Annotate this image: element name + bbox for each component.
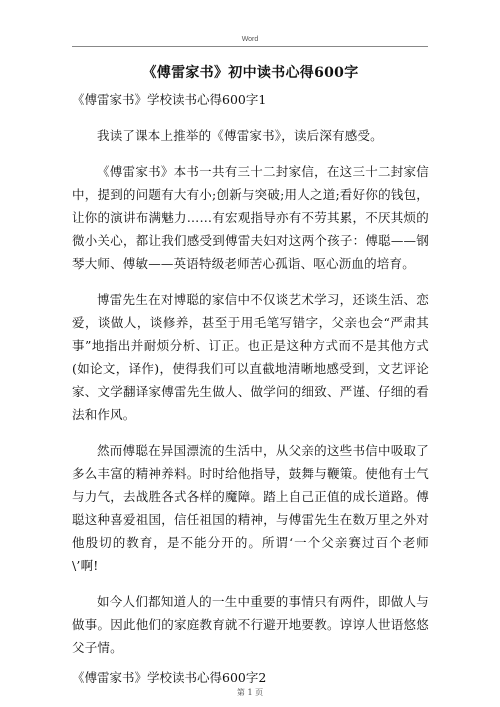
paragraph: 博雷先生在对博聪的家信中不仅谈艺术学习，还谈生活、恋爱，谈做人，谈修养，甚至于用毛笔写错字，父亲也会“严肃其事”地指出并耐烦分析、订正。也正是这种方式而不是其他方式(如论文，译作)，使得我们可以直截地清晰地感受到，文艺评论家、文学翻译家傅雷先生做人、做学问的细致、严谨、仔细的看法和作风。 (72, 292, 429, 422)
document-title: 《傅雷家书》初中读书心得600字 (142, 65, 359, 81)
paragraph: 《傅雷家书》本书一共有三十二封家信，在这三十二封家信中，提到的问题有大有小;创新与突破;用人之道;看好你的钱包，让你的演讲布满魅力……有宏观指导亦有不劳其累，不厌其烦的微小关心，都让我们感受到傅雷夫妇对这两个孩子：傅聪——钢琴大师、傅敏——英语特级老师苦心孤诣、呕心沥血的培育。 (72, 164, 429, 271)
paragraph: 如今人们都知道人的一生中重要的事情只有两件，即做人与做事。因此他们的家庭教育就不行避开地要教。谆谆人世语悠悠父子情。 (72, 594, 429, 655)
section-heading-2: 《傅雷家书》学校读书心得600字2 (72, 670, 267, 685)
header-divider (72, 46, 428, 47)
paragraph: 我读了课本上推举的《傅雷家书》，读后深有感受。 (97, 128, 383, 143)
page-header (0, 0, 500, 43)
page-number: 第 1 页 (236, 688, 264, 697)
header-label: Word (241, 36, 259, 43)
document-body (72, 62, 429, 702)
section-heading-1: 《傅雷家书》学校读书心得600字1 (72, 92, 267, 107)
paragraph: 然而傅聪在异国漂流的生活中，从父亲的这些书信中吸取了多么丰富的精神养料。时时给他指导，鼓舞与鞭策。使他有士气与力气，去战胜各式各样的魔障。踏上自己正值的成长道路。傅聪这种喜爱祖国，信任祖国的精神，与傅雷先生在数万里之外对他殷切的教育，是不能分开的。所谓‘一个父亲赛过百个老师\’啊! (72, 443, 429, 573)
